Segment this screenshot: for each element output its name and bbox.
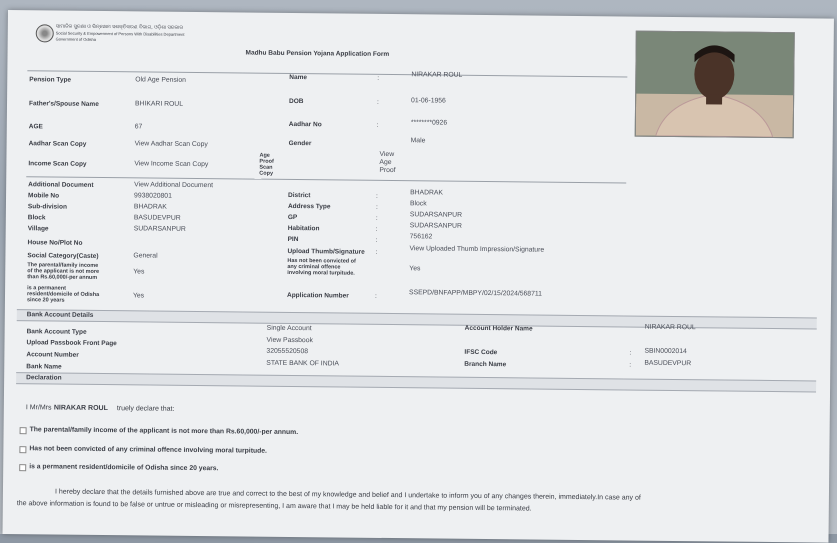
criminal-label-1: Has not been convicted of <box>287 257 356 265</box>
branch-label: Branch Name <box>464 360 507 369</box>
thumb-label: Upload Thumb/Signature <box>287 247 365 256</box>
age-proof-label-1: Age <box>259 152 270 159</box>
applicant-photo <box>635 31 795 139</box>
colon: : <box>374 292 377 300</box>
colon: : <box>375 236 378 244</box>
colon: : <box>375 248 378 256</box>
dob-label: DOB <box>289 97 304 106</box>
odisha-emblem-icon <box>36 24 54 42</box>
account-number-label: Account Number <box>26 351 79 359</box>
father-value: BHIKARI ROUL <box>134 100 184 108</box>
income-scan-label: Income Scan Copy <box>28 160 87 168</box>
criminal-label-2: any criminal offence <box>287 263 341 271</box>
mobile-value: 9938020801 <box>134 192 172 200</box>
gp-label: GP <box>287 213 298 222</box>
aadhar-value: ********0926 <box>410 119 448 127</box>
view-thumb-link[interactable]: View Uploaded Thumb Impression/Signature <box>409 245 545 254</box>
colon: : <box>375 225 378 233</box>
declaration-item-1: The parental/family income of the applicant is not more than Rs.60,000/-per annum. <box>29 426 299 437</box>
declaration-band <box>16 372 816 392</box>
declaration-item-3: is a permanent resident/domicile of Odisha since 20 years. <box>29 463 219 473</box>
block-value: BASUDEVPUR <box>133 214 181 222</box>
passbook-label: Upload Passbook Front Page <box>26 339 117 348</box>
holder-value: NIRAKAR ROUL <box>644 323 696 332</box>
pension-type-label: Pension Type <box>29 76 72 84</box>
gender-label: Gender <box>288 139 312 148</box>
colon: : <box>629 361 632 369</box>
colon: : <box>377 98 379 106</box>
colon: : <box>629 349 632 357</box>
age-proof-label-2: Proof <box>259 158 274 165</box>
declaration-intro-name: NIRAKAR ROUL <box>53 404 108 413</box>
age-proof-label-3: Scan <box>259 164 273 171</box>
declaration-checkbox-2[interactable] <box>19 446 26 453</box>
bank-section-band <box>17 309 817 329</box>
dept-line-1: ସାମାଜିକ ସୁରକ୍ଷା ଓ ଭିନ୍ନକ୍ଷମ ସଶକ୍ତିକରଣ ବିଭାଗ, ଓଡ଼ିଶା ସରକାର <box>55 23 184 31</box>
view-additional-doc-link[interactable]: View Additional Document <box>134 181 214 190</box>
declaration-title: Declaration <box>26 374 62 382</box>
bank-name-value: STATE BANK OF INDIA <box>266 359 339 368</box>
view-age-proof-link-3[interactable]: Proof <box>379 166 396 175</box>
holder-label: Account Holder Name <box>464 324 533 333</box>
colon: : <box>375 203 378 211</box>
resident-question-value: Yes <box>132 292 145 300</box>
colon: : <box>376 192 378 200</box>
age-value: 67 <box>134 123 143 131</box>
aadhar-scan-label: Aadhar Scan Copy <box>28 140 87 148</box>
colon: : <box>375 214 378 222</box>
dept-line-3: Government of Odisha <box>55 36 96 42</box>
father-label: Father's/Spouse Name <box>28 100 99 108</box>
mobile-label: Mobile No <box>28 192 60 200</box>
branch-value: BASUDEVPUR <box>644 359 692 368</box>
aadhar-label: Aadhar No <box>288 120 322 129</box>
app-number-value: SSEPD/BNFAPP/MBPY/02/15/2024/568711 <box>409 289 542 298</box>
income-question-line-1: The parental/family income <box>27 262 99 269</box>
declaration-checkbox-3[interactable] <box>19 464 26 471</box>
account-type-value: Single Account <box>266 324 312 333</box>
gp-value: SUDARSANPUR <box>409 211 463 219</box>
criminal-label-3: involving moral turpitude. <box>287 269 355 277</box>
application-form-sheet <box>3 10 834 543</box>
divider <box>27 70 627 77</box>
subdivision-value: BHADRAK <box>133 203 167 211</box>
village-value: SUDARSANPUR <box>133 225 186 233</box>
ifsc-value: SBIN0002014 <box>644 347 687 356</box>
ifsc-label: IFSC Code <box>464 348 498 357</box>
account-type-label: Bank Account Type <box>26 328 87 336</box>
income-question-line-3: than Rs.60,000/-per annum <box>27 274 98 281</box>
pin-label: PIN <box>287 235 299 244</box>
house-label: House No/Plot No <box>27 239 83 247</box>
declaration-item-2: Has not been convicted of any criminal offence involving moral turpitude. <box>29 445 267 455</box>
colon: : <box>377 74 380 82</box>
account-number-value: 32055520508 <box>266 347 309 356</box>
view-income-scan-link[interactable]: View Income Scan Copy <box>134 160 209 169</box>
address-type-value: Block <box>409 200 427 208</box>
view-passbook-link[interactable]: View Passbook <box>266 336 313 345</box>
declaration-intro-pre: I Mr/Mrs <box>25 404 52 412</box>
view-age-proof-link-2[interactable]: Age <box>379 158 392 167</box>
declaration-paragraph-line-1: I hereby declare that the details furnished above are true and correct to the best of my knowledge and belief and I undertake to inform you of any changes therein, immediately.In case any of <box>54 488 641 502</box>
pin-value: 756162 <box>409 233 433 241</box>
dept-line-2: Social Security & Empowerment of Persons With Disabilities Department <box>55 30 185 37</box>
resident-question-line-1: is a permanent <box>27 285 66 292</box>
form-title: Madhu Babu Pension Yojana Application Form <box>245 49 390 58</box>
view-aadhar-scan-link[interactable]: View Aadhar Scan Copy <box>134 140 208 149</box>
dob-value: 01-06-1956 <box>411 97 446 105</box>
additional-doc-label: Additional Document <box>28 181 94 189</box>
pension-type-value: Old Age Pension <box>135 76 186 84</box>
income-question-line-2: of the applicant is not more <box>27 268 100 275</box>
social-category-value: General <box>133 252 158 260</box>
view-age-proof-link-1[interactable]: View <box>379 150 395 159</box>
gender-value: Male <box>410 137 426 145</box>
habitation-label: Habitation <box>287 224 320 233</box>
village-label: Village <box>27 225 49 233</box>
declaration-intro-post: truely declare that: <box>116 405 175 413</box>
app-number-label: Application Number <box>286 291 349 300</box>
bank-section-title: Bank Account Details <box>26 311 94 319</box>
age-proof-label-4: Copy <box>259 170 274 177</box>
habitation-value: SUDARSANPUR <box>409 222 462 230</box>
divider <box>26 176 261 179</box>
social-category-label: Social Category(Caste) <box>27 252 99 260</box>
resident-question-line-2: resident/domicile of Odisha <box>26 291 100 298</box>
colon: : <box>376 121 379 129</box>
address-type-label: Address Type <box>287 202 331 211</box>
name-label: Name <box>289 73 308 82</box>
divider <box>261 179 626 184</box>
criminal-value: Yes <box>409 265 421 273</box>
subdivision-label: Sub-division <box>27 203 67 211</box>
block-label: Block <box>27 214 46 222</box>
district-value: BHADRAK <box>410 189 444 197</box>
resident-question-line-3: since 20 years <box>26 297 65 304</box>
income-question-value: Yes <box>133 268 145 276</box>
bank-name-label: Bank Name <box>26 363 62 371</box>
district-label: District <box>288 191 311 200</box>
declaration-paragraph-line-2: the above information is found to be false or untrue or misleading or misrepresenting, I am aware that I may be held liable for it and that my pension will be terminated. <box>16 500 532 513</box>
declaration-checkbox-1[interactable] <box>20 427 27 434</box>
name-value: NIRAKAR ROUL <box>411 71 463 79</box>
age-label: AGE <box>28 123 43 131</box>
